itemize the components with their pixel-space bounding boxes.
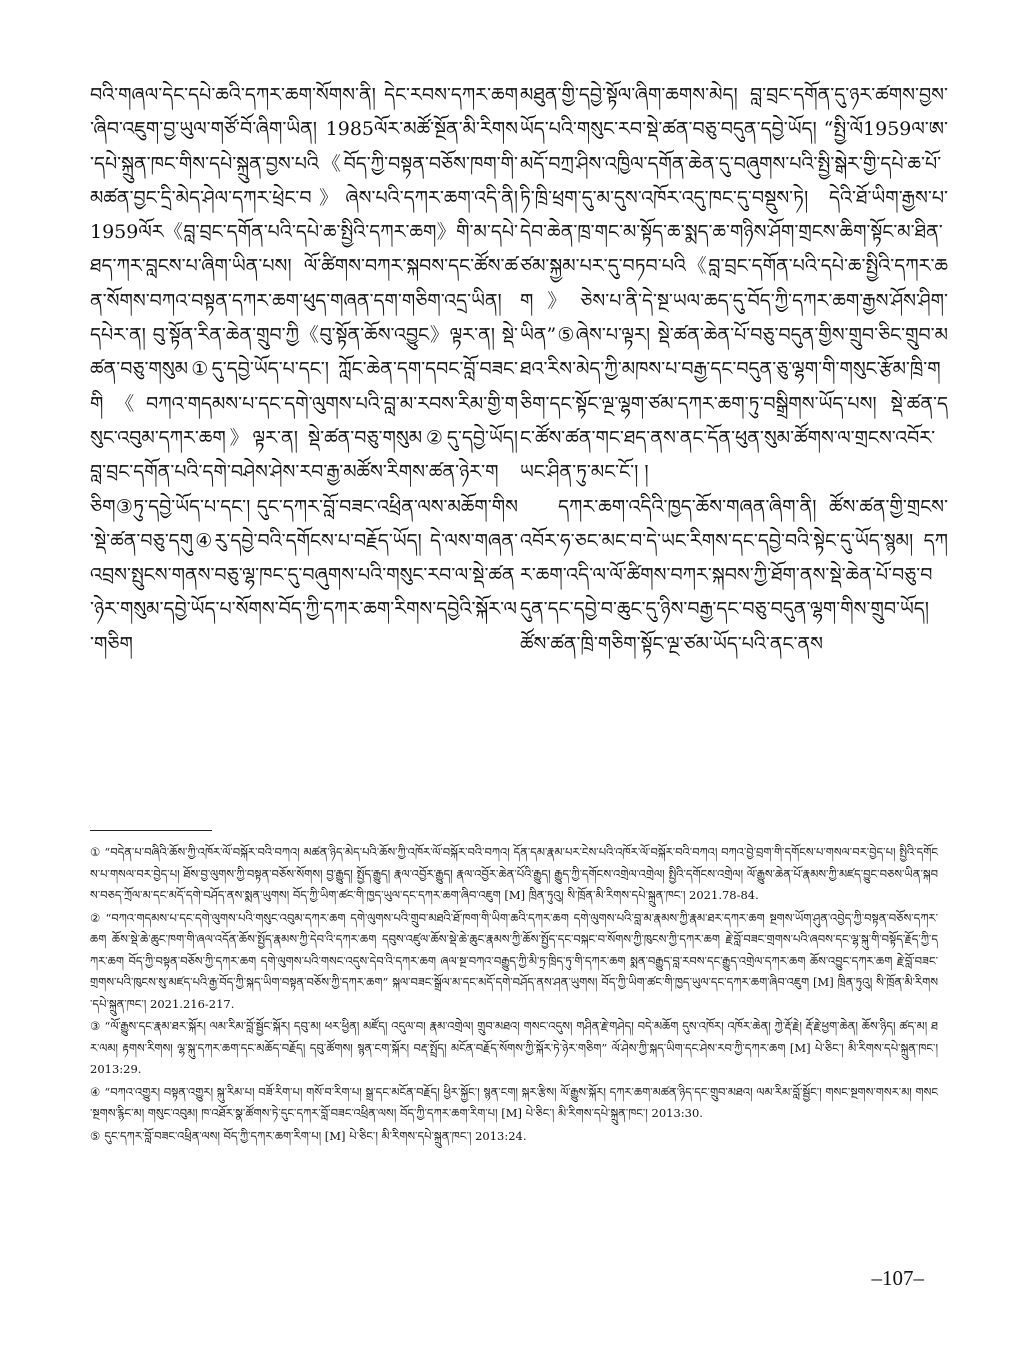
- footnote-number: ②: [90, 910, 102, 925]
- footnotes: [90, 842, 938, 1148]
- right-paragraph-1: མཐུན་གྱི་དབྱེ་སྟོལ་ཞིག་ཆགས་མེད། བླ་བྲང་དགོན་དུ་ཉར་ཚགས་བྱས་ཡོད་པའི་གསུང་རབ་སྡེ་ཚན་བཅུ་བདུན་དབྱེ་ཡོད། “སྤྱི་ལོ1959ལ་ཨ་མདོ་བཀྲ་ཤིས་འཁྱིལ་དགོན་ཆེན་དུ་བཞུགས་པའི་སྤྱི་སྒེར་གྱི་དཔེ་ཆ་པོ་ཏི་ཁྲི་ཕྲག་དུ་མ་དུས་འཁོར་འདུ་ཁང་དུ་བསྡུས་ཏེ། དེའི་ཐོ་ཡིག་རྒྱས་པ་དེབ་ཆེན་ཁྲ་གང་མ་སྟོད་ཆ་སྨད་ཆ་གཉིས་ཤོག་གྲངས་ཆིག་སྟོང་མ་ཐིན་ཙམ་སྐྱམ་པར་དུ་བཏབ་པའི《བླ་བྲང་དགོན་པའི་དཔེ་ཆ་སྤྱིའི་དཀར་ཆག》ཅེས་པ་ནི་དེ་སྔ་ཡལ་ཆད་དུ་བོད་ཀྱི་དཀར་ཆག་རྒྱས་ཤོས་ཤིག་ཡིན”⑤ཞེས་པ་ལྟར། སྡེ་ཚན་ཆེན་པོ་བཅུ་བདུན་གྱིས་གྲུབ་ཅིང་གྲུབ་མཐའ་རིས་མེད་ཀྱི་མཁས་པ་བརྒྱ་དང་བདུན་ཅུ་ལྷག་གི་གསུང་རྩོམ་ཁྲི་གཅིག་དང་སྟོང་ལྔ་ལྷག་ཙམ་དཀར་ཆག་ཏུ་བསྒྲིགས་ཡོད་པས། སྡེ་ཚན་དང་ཚོས་ཚན་གང་ཐད་ནས་ནང་དོན་ཕུན་སུམ་ཚོགས་ལ་གྲངས་འབོར་ཡང་ཤིན་ཏུ་མང་ངོ་། །: [520, 84, 948, 484]
- left-paragraph-1: བའི་གཞལ་དེང་དཔེ་ཆའི་དཀར་ཆག་སོགས་ནི། དེང་རབས་དཀར་ཆག་ཞིབ་འཇུག་བྱ་ཡུལ་གཙོ་བོ་ཞིག་ཡིན། 1985ལོར་མཚོ་སྔོན་མི་རིགས་དཔེ་སྐྲུན་ཁང་གིས་དཔེ་སྐྲུན་བྱས་པའི《བོད་ཀྱི་བསྟན་བཅོས་ཁག་གི་མཚན་བྱང་དྲི་མེད་ཤེལ་དཀར་ཕྲེང་བ》ཞེས་པའི་དཀར་ཆག་འདི་ནི། 1959ལོར《བླ་བྲང་དགོན་པའི་དཔེ་ཆ་སྤྱིའི་དཀར་ཆག》གི་མ་དཔེ་ཐད་ཀར་བླངས་པ་ཞིག་ཡིན་པས། ལོ་ཚིགས་བཀར་སྐབས་དང་ཚོས་ཚན་སོགས་བཀའ་བསྟན་དཀར་ཆག་ཕུད་གཞན་དག་གཅིག་འདྲ་ཡིན། དཔེར་ན། བུ་སྟོན་རིན་ཆེན་གྲུབ་ཀྱི《བུ་སྟོན་ཆོས་འབྱུང》ལྟར་ན། སྡེ་ཚན་བཅུ་གསུམ①དུ་དབྱེ་ཡོད་པ་དང་། ཀློང་ཆེན་དག་དབང་བློ་བཟང་གི《བཀའ་གདམས་པ་དང་དགེ་ལུགས་པའི་བླ་མ་རབས་རིམ་གྱི་གསུང་འབུམ་དཀར་ཆག》ལྟར་ན། སྡེ་ཚན་བཅུ་གསུམ②དུ་དབྱེ་ཡོད། བླ་བྲང་དགོན་པའི་དགེ་བཤེས་ཤེས་རབ་རྒྱ་མཚོས་རིགས་ཚན་ཉེར་གཅིག③ཏུ་དབྱེ་ཡོད་པ་དང་། དུང་དཀར་བློ་བཟང་འཕྲིན་ལས་མཆོག་གིས་སྡེ་ཚན་བཅུ་དགུ④རུ་དབྱེ་བའི་དགོངས་པ་བརྗོད་ཡོད། དེ་ལས་གཞན་འབྲས་སྤུངས་གནས་བཅུ་ལྷ་ཁང་དུ་བཞུགས་པའི་གསུང་རབ་ལ་སྡེ་ཚན་ཉེར་གསུམ་དབྱེ་ཡོད་པ་སོགས་བོད་ཀྱི་དཀར་ཆག་རིགས་དབྱེའི་སྐོར་ལ་གཅིག: [90, 84, 518, 655]
- footnote-number: ⑤: [90, 1128, 101, 1143]
- right-paragraph-2: དཀར་ཆག་འདིའི་ཁྱད་ཆོས་གཞན་ཞིག་ནི། ཚོས་ཚན་གྱི་གྲངས་འབོར་ཧ་ཅང་མང་བ་དེ་ཡང་རིགས་དང་དབྱེ་བའི་སྟེང་དུ་ཡོད་སྙམ། དཀར་ཆག་འདི་ལ་ལོ་ཚིགས་བཀར་སྐབས་ཀྱི་ཐོག་ནས་སྡེ་ཆེན་པོ་བཅུ་བདུན་དང་དབྱེ་བ་ཆུང་དུ་ཉིས་བརྒྱ་དང་བཅུ་བདུན་ལྷག་གིས་གྲུབ་ཡོད། ཚོས་ཚན་ཁྲི་གཅིག་སྟོང་ལྔ་ཙམ་ཡོད་པའི་ནང་ནས: [520, 495, 948, 655]
- footnote-text: དུང་དཀར་བློ་བཟང་འཕྲིན་ལས། བོད་ཀྱི་དཀར་ཆག་རིག་པ། [M] པེ་ཅིང་། མི་རིགས་དཔེ་སྐྲུན་ཁང་། 2013:24.: [104, 1128, 527, 1143]
- footnote-5: [90, 1126, 938, 1148]
- footnote-number: ④: [90, 1084, 101, 1099]
- footnote-text: “བཀའ་འགྱུར། བསྟན་འགྱུར། སྐུ་རིམ་པ། བཟོ་རིག་པ། གསོ་བ་རིག་པ། སྒྲ་དང་མངོན་བརྗོད། ཕྱིར་སྐྱོང་། སྙན་ངག། སྐར་རྩིས། ལོ་རྒྱུས་སྐོར། དཀར་ཆག་མཚན་ཉིད་དང་གྲུབ་མཐའ། ལམ་རིམ་བློ་སྦྱོང་། གསང་སྔགས་གསར་མ། གསང་སྔགས་རྙིང་མ། གསུང་འབུམ། ཁ་འཐོར་སྣ་ཚོགས་ཏེ་དུང་དཀར་བློ་བཟང་འཕྲིན་ལས། བོད་ཀྱི་དཀར་ཆག་རིག་པ། [M] པེ་ཅིང་། མི་རིགས་དཔེ་སྐྲུན་ཁང་། 2013:30.: [90, 1084, 939, 1120]
- footnote-separator: [90, 830, 212, 831]
- footnote-text: “བདེན་པ་བཞིའི་ཆོས་ཀྱི་འཁོར་ལོ་བསྐོར་བའི་བཀའ། མཚན་ཉིད་མེད་པའི་ཆོས་ཀྱི་འཁོར་ལོ་བསྐོར་བའི་བཀའ། དོན་དམ་རྣམ་པར་ངེས་པའི་འཁོར་ལོ་བསྐོར་བའི་བཀའ། བཀའ་བྱེ་བྲག་གི་དགོངས་པ་གསལ་བར་བྱེད་པ། སྤྱིའི་དགོངས་པ་གསལ་བར་བྱེད་པ། ཐོས་བྱ་ལུགས་ཀྱི་བསྟན་བཅོས་སོགས། བྱ་རྒྱུད། སྤྱོད་རྒྱུད། རྣལ་འབྱོར་རྒྱུད། རྣལ་འབྱོར་ཆེན་པོའི་རྒྱུད། རྒྱུད་ཀྱི་དགོངས་འགྲེལ་འགྲེལ། སྤྱིའི་དགོངས་འགྲེལ། ལོ་རྒྱུས་ཆེན་པོ་རྣམས་ཀྱི་མཛད་བྱུང་བཅས་ཡིན་སྐབས་བཅད་ཀྲོལ་མ་དང་མདོ་དགེ་བཤོད་ནས་སྨན་ཡུགས། བོད་ཀྱི་ཡིག་ཚང་གི་ཁྱད་ཡུལ་དང་དཀར་ཆག་ཞིབ་འཇུག [M] ཁྲིན་ཏུའུ། སི་ཁྲོན་མི་རིགས་དཔེ་སྐྲུན་ཁང་། 2021.78-84.: [90, 845, 939, 902]
- footnote-3: [90, 1016, 938, 1081]
- footnote-4: [90, 1082, 938, 1125]
- footnote-number: ①: [90, 845, 101, 859]
- footnote-1: [90, 842, 938, 907]
- footnote-text: “ལོ་རྒྱུས་དང་རྣམ་ཐར་སྐོར། ལམ་རིམ་བློ་སྦྱོང་སྐོར། དབུ་མ། ཕར་ཕྱིན། མཛོད། འདུལ་བ། རྣམ་འགྲེལ། གྲུབ་མཐའ། གསང་འདུས། གཤིན་རྗེ་གཤེད། བདེ་མཆོག དུས་འཁོར། འཁོར་ཆེན། ཀྱེ་རྡོ་རྗེ། རྡོ་རྗེ་ཕྱག་ཆེན། ཆོས་ཉིད། ཚད་མ། ཐར་ལམ། རྟགས་རིགས། ལྷ་སྐུ་དཀར་ཆག་དང་མཆོད་བརྗོད། དབུ་ཚོགས། སྙན་ངག་སྐོར། བརྡ་སྤྲོད། མངོན་བརྗོད་སོགས་ཀྱི་སྐོར་ཏེ་ཉེར་གཅིག” ལོ་ཤེས་ཀྱི་སྐད་ཡིག་དང་ཤེས་རབ་ཀྱི་དཀར་ཆག [M] པེ་ཅིང་། མི་རིགས་དཔེ་སྐྲུན་ཁང་། 2013:29.: [90, 1019, 938, 1076]
- footnote-text: “བཀའ་གདམས་པ་དང་དགེ་ལུགས་པའི་གསུང་འབུམ་དཀར་ཆག དགེ་ལུགས་པའི་གྲུབ་མཐའི་ཐོ་ཁག་གི་ཡིག་ཆའི་དཀར་ཆག དགེ་ལུགས་པའི་བླ་མ་རྣམས་ཀྱི་རྣམ་ཐར་དཀར་ཆག སྔགས་ཡོག་ཤུན་འབྱེད་ཀྱི་བསྟན་བཅོས་དཀར་ཆག ཆོས་སྡེ་ཆེ་ཆུང་ཁག་གི་ཞལ་འདོན་ཆོས་སྤྱོད་རྣམས་ཀྱི་དེབ་འི་དཀར་ཆག དབུས་འཛུལ་ཆོས་སྡེ་ཆེ་ཆུང་རྣམས་ཀྱི་ཆོས་སྤྱོད་དང་བསྐང་བ་སོགས་ཀྱི་ཁུངས་ཀྱི་དཀར་ཆག རྗེ་བློ་བཟང་གྲགས་པའི་ཞབས་དང་ལྷ་སྐུ་གི་བསྟོད་རྗོད་ཀྱི་དཀར་ཆག བོད་ཀྱི་བསྟན་བཅོས་ཀྱི་དཀར་ཆག དགེ་ལུགས་པའི་གསང་འདུས་དེབ་འི་དཀར་ཆག ཞལ་སྔ་བཀའ་བརྒྱུད་ཀྱི་མི་ཏྲ་ཁྲིད་ཏུ་གི་དཀར་ཆག སྨན་བརྒྱུད་བླ་རབས་དང་རྒྱུད་འགྲེལ་དཀར་ཆག ཆོས་འབྱུང་དཀར་ཆག རྗེ་བློ་བཟང་གྲགས་པའི་ཁུངས་སུ་མཛད་པའི་རྒྱ་བོད་ཀྱི་སྐད་ཡིག་བསྟན་བཅོས་ཀྱི་དཀར་ཆག” སྐལ་བཟང་སྒྲོལ་མ་དང་མདོ་དགེ་བཤོད་ནས་ཤན་ཡུགས། བོད་ཀྱི་ཡིག་ཚང་གི་ཁྱད་ཡུལ་དང་དཀར་ཆག་ཞིབ་འཇུག [M] ཁྲིན་ཏུའུ། སི་ཁྲོན་མི་རིགས་དཔེ་སྐྲུན་ཁང་། 2021.216-217.: [90, 910, 938, 1011]
- footnote-number: ③: [90, 1019, 101, 1033]
- right-column: [520, 78, 948, 661]
- page-number: –107–: [871, 1266, 924, 1290]
- left-column: [90, 78, 518, 661]
- footnote-2: [90, 908, 938, 1016]
